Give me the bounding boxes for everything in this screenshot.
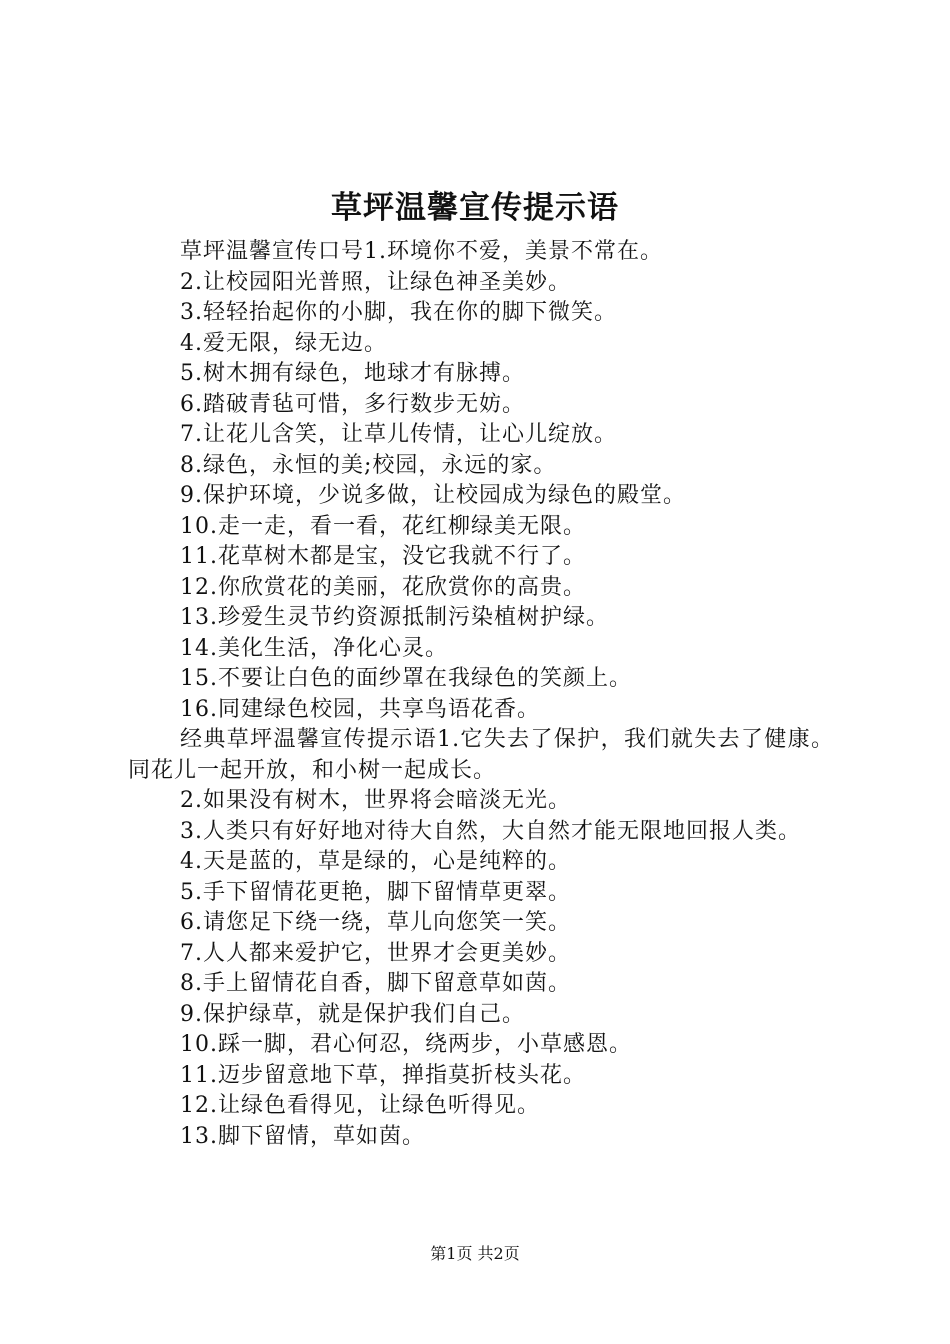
text-paragraph: 经典草坪温馨宣传提示语1.它失去了保护，我们就失去了健康。同花儿一起开放，和小树一起成长。	[128, 727, 834, 783]
page-footer: 第1页 共2页	[430, 1244, 520, 1263]
text-line: 6.请您足下绕一绕，草儿向您笑一笑。	[180, 910, 571, 935]
text-line: 15.不要让白色的面纱罩在我绿色的笑颜上。	[180, 666, 632, 691]
text-line: 3.轻轻抬起你的小脚，我在你的脚下微笑。	[180, 300, 617, 325]
text-line: 12.让绿色看得见，让绿色听得见。	[180, 1093, 540, 1118]
text-line: 5.树木拥有绿色，地球才有脉搏。	[180, 361, 525, 386]
text-line: 4.爱无限，绿无边。	[180, 330, 387, 356]
page-title: 草坪温馨宣传提示语	[331, 190, 619, 226]
text-line: 9.保护环境，少说多做，让校园成为绿色的殿堂。	[180, 483, 686, 508]
text-paragraph: 3.人类只有好好地对待大自然，大自然才能无限地回报人类。	[180, 818, 801, 844]
text-line: 10.踩一脚，君心何忍，绕两步，小草感恩。	[180, 1032, 632, 1057]
text-line: 11.花草树木都是宝，没它我就不行了。	[180, 544, 586, 569]
text-line: 草坪温馨宣传口号1.环境你不爱，美景不常在。	[180, 239, 663, 264]
text-line: 8.手上留情花自香，脚下留意草如茵。	[180, 971, 571, 996]
text-line: 6.踏破青毡可惜，多行数步无妨。	[180, 391, 525, 417]
text-line: 7.人人都来爱护它，世界才会更美妙。	[180, 940, 571, 966]
text-line: 11.迈步留意地下草，掸指莫折枝头花。	[180, 1062, 586, 1088]
text-line: 14.美化生活，净化心灵。	[180, 635, 448, 661]
document-body	[128, 237, 834, 1152]
text-line: 9.保护绿草，就是保护我们自己。	[180, 1001, 525, 1027]
text-line: 5.手下留情花更艳，脚下留情草更翠。	[180, 879, 571, 905]
text-line: 8.绿色，永恒的美;校园，永远的家。	[180, 452, 557, 478]
text-line: 10.走一走，看一看，花红柳绿美无限。	[180, 513, 586, 539]
text-line: 2.让校园阳光普照，让绿色神圣美妙。	[180, 269, 571, 295]
text-line: 13.珍爱生灵节约资源抵制污染植树护绿。	[180, 605, 609, 630]
text-line: 16.同建绿色校园，共享鸟语花香。	[180, 696, 540, 722]
text-line: 2.如果没有树木，世界将会暗淡无光。	[180, 788, 571, 813]
text-line: 12.你欣赏花的美丽，花欣赏你的高贵。	[180, 574, 586, 600]
text-line: 13.脚下留情，草如茵。	[180, 1123, 425, 1149]
text-line: 7.让花儿含笑，让草儿传情，让心儿绽放。	[180, 422, 617, 447]
text-line: 4.天是蓝的，草是绿的，心是纯粹的。	[180, 849, 571, 874]
